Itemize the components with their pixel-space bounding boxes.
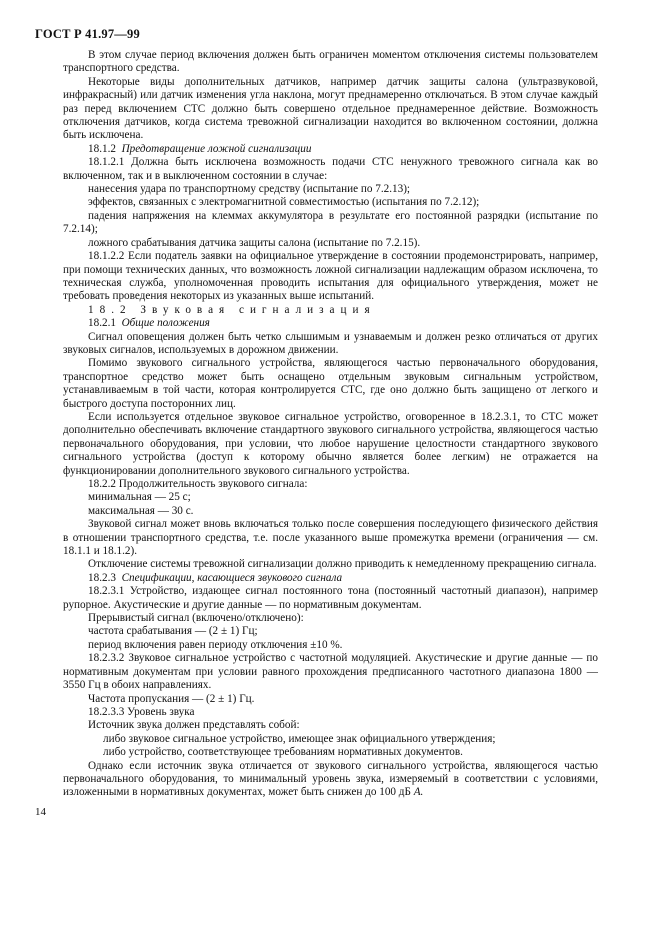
list-item: ложного срабатывания датчика защиты салона (испытание по 7.2.15). [88,236,421,249]
paragraph: 18.2.3.3 Уровень звука [88,705,195,718]
list-item: нанесения удара по транспортному средству (испытание по 7.2.13); [88,183,411,196]
section-title: Общие положения [121,317,210,330]
list-item: минимальная — 25 с; [88,491,191,504]
list-item: максимальная — 30 с. [88,504,194,517]
paragraph: Прерывистый сигнал (включено/отключено): [88,612,304,625]
paragraph: Отключение системы тревожной сигнализации должно приводить к немедленному прекращению сигнала. [88,558,597,571]
paragraph: Частота пропускания — (2 ± 1) Гц. [88,692,255,705]
section-heading-18-2-3: 18.2.3 Спецификации, касающиеся звукового сигнала [88,571,343,584]
document-header: ГОСТ Р 41.97—99 [35,27,140,41]
paragraph: Звуковой сигнал может вновь включаться только после совершения последующего физического действия в отношении транспортного средства, т.е. после указанного выше промежутка времени (ограничения — см. 18.1.1 и 18.1.2). [63,518,598,558]
paragraph: 18.1.2.1 Должна быть исключена возможность подачи СТС ненужного тревожного сигнала как во включенном, так и в выключенном состоянии в случае: [63,156,598,182]
list-item: частота срабатывания — (2 ± 1) Гц; [88,625,258,638]
paragraph: 18.2.3.1 Устройство, издающее сигнал постоянного тона (постоянный частотный диапазон), например рупорное. Акустические и другие данные — по нормативным документам. [63,585,598,611]
paragraph: 18.2.2 Продолжительность звукового сигнала: [88,478,308,490]
section-title: Предотвращение ложной сигнализации [121,142,312,155]
list-item: эффектов, связанных с электромагнитной совместимостью (испытания по 7.2.12); [88,196,480,209]
unit-label: А. [413,786,424,799]
paragraph: 18.1.2.2 Если податель заявки на официальное утверждение в состоянии продемонстрировать, например, при помощи технических данных, что возможность ложной сигнализации надлежащим образом исключена, то техническая служба, уполномоченная проводить испытания для официального утверждения, может не требовать проведения некоторых из указанных выше испытаний. [63,250,598,303]
section-title: Спецификации, касающиеся звукового сигнала [121,571,343,584]
section-heading-18-1-2: 18.1.2 Предотвращение ложной сигнализации [88,142,312,155]
paragraph: В этом случае период включения должен быть ограничен моментом отключения системы пользователем транспортного средства. [63,49,598,75]
list-item: падения напряжения на клеммах аккумулятора в результате его постоянной разрядки (испытание по 7.2.14); [63,209,598,236]
document-body [63,49,598,800]
paragraph: Однако если источник звука отличается от звукового сигнального устройства, являющегося частью первоначального оборудования, то минимальный уровень звука, измеряемый в соответствии с условиями, изложенными в нормативных документах, может быть снижен до 100 дБ А. [63,759,598,799]
paragraph: Некоторые виды дополнительных датчиков, например датчик защиты салона (ультразвуковой, инфракрасный) или датчик изменения угла наклона, могут преднамеренно отключаться. В этом случае каждый раз перед включением СТС должно быть совершено отдельное преднамеренное действие. Возможность отключения датчиков, когда система тревожной сигнализации находится во включенном состоянии, должна быть исключена. [63,75,598,142]
paragraph: Источник звука должен представлять собой: [88,719,300,732]
paragraph: Если используется отдельное звуковое сигнальное устройство, оговоренное в 18.2.3.1, то СТС может дополнительно обеспечивать включение стандартного звукового сигнального устройства, являющегося частью первоначального оборудования, при условии, что любое нарушение целостности стандартного звукового сигнального устройства (доступ к которому обычно является более легким) не отражается на функционировании дополнительного звукового сигнального устройства. [63,410,598,477]
section-heading-18-2: 18.2 Звуковая сигнализация [88,303,376,316]
list-item: период включения равен периоду отключения ±10 %. [88,638,343,651]
page-number: 14 [35,806,46,818]
list-item: либо устройство, соответствующее требованиям нормативных документов. [103,746,463,759]
section-heading-18-2-1: 18.2.1 Общие положения [88,317,210,330]
paragraph: 18.2.3.2 Звуковое сигнальное устройство с частотной модуляцией. Акустические и другие данные — по нормативным документам при условии равного прохождения предписанного частотного диапазона 1800 — 3550 Гц в обоих направлениях. [63,652,598,692]
paragraph: Сигнал оповещения должен быть четко слышимым и узнаваемым и должен резко отличаться от других звуковых сигналов, используемых в дорожном движении. [63,330,598,356]
list-item: либо звуковое сигнальное устройство, имеющее знак официального утверждения; [103,732,496,745]
paragraph: Помимо звукового сигнального устройства, являющегося частью первоначального оборудования, транспортное средство может быть оснащено отдельным звуковым сигнальным устройством, устанавливаемым в той части, которая контролируется СТС, где оно должно быть защищено от легкого и быстрого доступа посторонних лиц. [63,357,598,410]
